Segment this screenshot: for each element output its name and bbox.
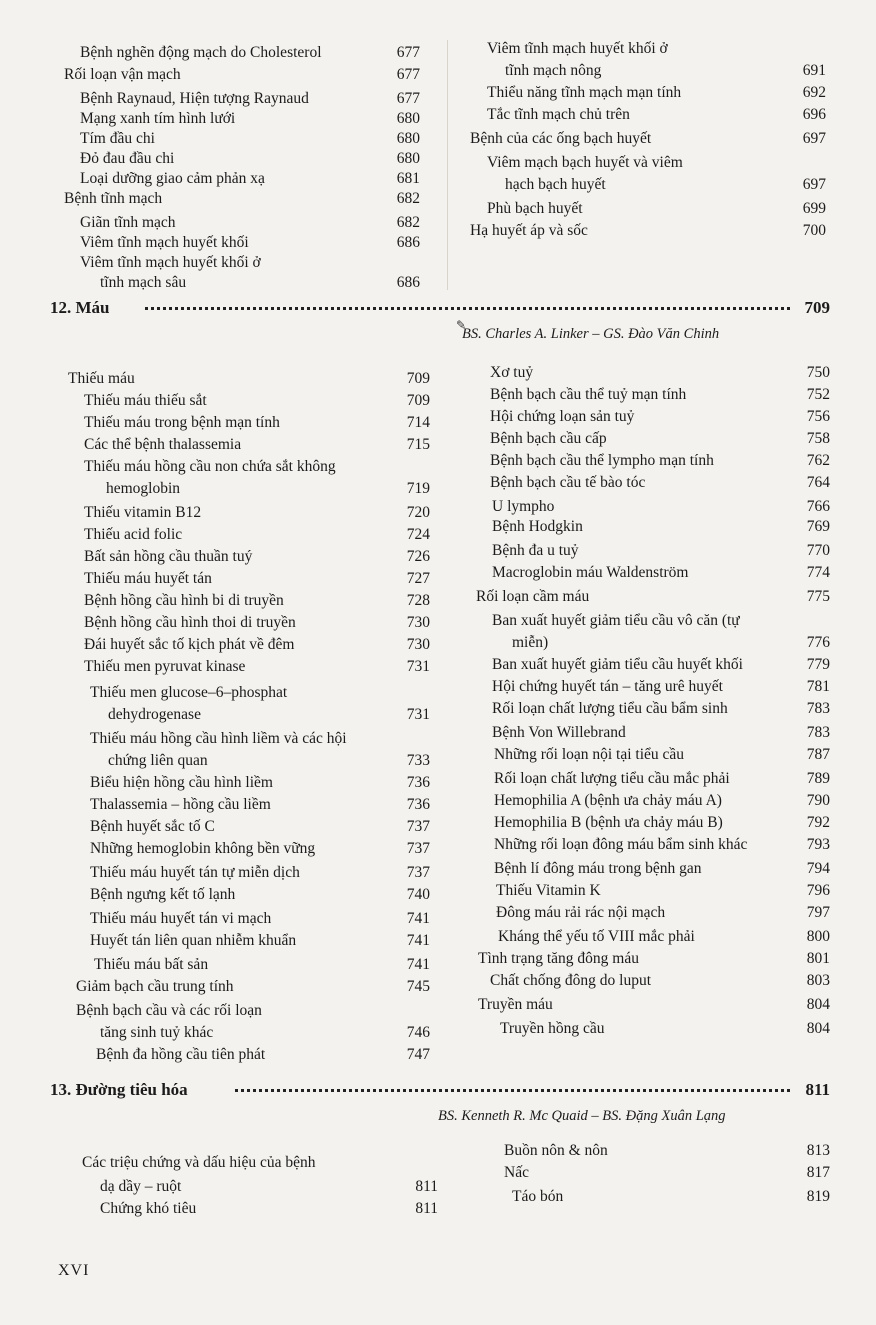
toc-entry-page: 740 — [406, 886, 430, 903]
toc-entry-title: hạch bạch huyết — [505, 176, 606, 193]
toc-entry-title: Thiếu máu thiếu sắt — [84, 392, 207, 409]
toc-entry-page: 699 — [802, 200, 826, 217]
toc-entry-page: 682 — [396, 214, 420, 231]
toc-entry-title: Rối loạn chất lượng tiểu cầu bẩm sinh — [492, 700, 728, 717]
toc-entry-page: 746 — [406, 1024, 430, 1041]
toc-entry-title: Tắc tĩnh mạch chủ trên — [487, 106, 630, 123]
toc-entry-page: 796 — [806, 882, 830, 899]
toc-entry-title: Thiếu Vitamin K — [496, 882, 601, 899]
toc-entry-page: 720 — [406, 504, 430, 521]
toc-entry-title: Thiếu máu — [68, 370, 135, 387]
toc-entry-title: Xơ tuỷ — [490, 364, 534, 381]
toc-entry-page: 762 — [806, 452, 830, 469]
toc-entry-page: 680 — [396, 150, 420, 167]
toc-entry-page: 737 — [406, 864, 430, 881]
chapter-13-heading — [50, 1080, 830, 1104]
toc-entry-page: 756 — [806, 408, 830, 425]
toc-entry-title: Huyết tán liên quan nhiễm khuẩn — [90, 932, 297, 949]
toc-entry-page: 764 — [806, 474, 830, 491]
toc-entry-title: dehydrogenase — [108, 706, 201, 723]
toc-entry-title: Ban xuất huyết giảm tiểu cầu huyết khối — [492, 656, 743, 673]
toc-entry-title: Giãn tĩnh mạch — [80, 214, 176, 231]
toc-entry-page: 692 — [802, 84, 826, 101]
toc-entry-title: chứng liên quan — [108, 752, 208, 769]
toc-entry-page: 770 — [806, 542, 830, 559]
toc-entry-page: 715 — [406, 436, 430, 453]
toc-entry-title: Hạ huyết áp và sốc — [470, 222, 588, 239]
toc-entry-title: Bệnh Von Willebrand — [492, 724, 626, 741]
toc-entry-title: Macroglobin máu Waldenström — [492, 564, 689, 581]
toc-entry-page: 680 — [396, 110, 420, 127]
toc-entry-page: 783 — [806, 724, 830, 741]
toc-entry-title: Hội chứng loạn sản tuỷ — [490, 408, 635, 425]
toc-entry-page: 709 — [406, 370, 430, 387]
toc-entry-page: 697 — [802, 176, 826, 193]
toc-entry-title: Kháng thể yếu tố VIII mắc phải — [498, 928, 695, 945]
toc-entry-page: 730 — [406, 614, 430, 631]
toc-entry-page: 737 — [406, 840, 430, 857]
toc-entry-page: 677 — [396, 44, 420, 61]
toc-entry-page: 736 — [406, 774, 430, 791]
page-number: XVI — [58, 1262, 90, 1279]
toc-entry-title: Đái huyết sắc tố kịch phát về đêm — [84, 636, 295, 653]
toc-entry-title: miễn) — [512, 634, 549, 651]
toc-entry-title: Đông máu rải rác nội mạch — [496, 904, 666, 921]
toc-entry-title: Bệnh tĩnh mạch — [64, 190, 163, 207]
toc-entry-title: Truyền hồng cầu — [500, 1020, 605, 1037]
toc-entry-title: Các thể bệnh thalassemia — [84, 436, 242, 453]
toc-entry-title: Thiểu năng tĩnh mạch mạn tính — [487, 84, 682, 101]
toc-entry-title: Bệnh của các ống bạch huyết — [470, 130, 652, 147]
toc-entry-page: 792 — [806, 814, 830, 831]
toc-entry-title: Bệnh bạch cầu và các rối loạn — [76, 1002, 262, 1019]
toc-entry-title: Bệnh đa u tuỷ — [492, 542, 579, 559]
toc-entry-title: Táo bón — [512, 1188, 564, 1205]
toc-entry-title: Thiếu máu huyết tán tự miễn dịch — [90, 864, 300, 881]
toc-entry-page: 736 — [406, 796, 430, 813]
toc-entry-page: 727 — [406, 570, 430, 587]
chapter-12-authors: BS. Charles A. Linker – GS. Đào Văn Chinh — [462, 326, 720, 342]
toc-entry-page: 697 — [802, 130, 826, 147]
toc-entry-page: 766 — [806, 498, 830, 515]
toc-entry-title: tĩnh mạch nông — [505, 62, 602, 79]
toc-entry-title: Thiếu máu trong bệnh mạn tính — [84, 414, 280, 431]
toc-entry-page: 787 — [806, 746, 830, 763]
toc-entry-title: Bất sản hồng cầu thuần tuý — [84, 548, 253, 565]
toc-entry-page: 776 — [806, 634, 830, 651]
toc-entry-title: Hội chứng huyết tán – tăng urê huyết — [492, 678, 723, 695]
toc-entry-title: Viêm tĩnh mạch huyết khối ở — [80, 254, 261, 271]
toc-entry-title: Thiếu máu hồng cầu hình liềm và các hội — [90, 730, 347, 747]
toc-entry-page: 737 — [406, 818, 430, 835]
toc-entry-title: Bệnh ngưng kết tố lạnh — [90, 886, 236, 903]
toc-entry-page: 804 — [806, 1020, 830, 1037]
toc-entry-title: Loại dưỡng giao cảm phản xạ — [80, 170, 265, 187]
toc-entry-page: 726 — [406, 548, 430, 565]
toc-entry-page: 781 — [806, 678, 830, 695]
chapter-page: 811 — [801, 1080, 830, 1100]
toc-entry-page: 728 — [406, 592, 430, 609]
toc-entry-title: Truyền máu — [478, 996, 553, 1013]
toc-entry-title: Những rối loạn nội tại tiểu cầu — [494, 746, 685, 763]
toc-entry-page: 774 — [806, 564, 830, 581]
toc-entry-title: Rối loạn chất lượng tiểu cầu mắc phải — [494, 770, 730, 787]
toc-entry-title: Thiếu men pyruvat kinase — [84, 658, 246, 675]
toc-entry-title: Các triệu chứng và dấu hiệu của bệnh — [82, 1154, 316, 1171]
toc-entry-page: 790 — [806, 792, 830, 809]
toc-entry-title: Thiếu máu bất sản — [94, 956, 209, 973]
toc-entry-page: 731 — [406, 658, 430, 675]
toc-entry-page: 769 — [806, 518, 830, 535]
toc-entry-page: 686 — [396, 234, 420, 251]
toc-entry-title: Thiếu vitamin B12 — [84, 504, 202, 521]
toc-entry-page: 789 — [806, 770, 830, 787]
toc-entry-title: Thiếu acid folic — [84, 526, 183, 543]
toc-entry-page: 794 — [806, 860, 830, 877]
toc-entry-title: Những rối loạn đông máu bẩm sinh khác — [494, 836, 748, 853]
toc-entry-page: 819 — [806, 1188, 830, 1205]
toc-entry-page: 811 — [415, 1200, 438, 1217]
toc-entry-page: 745 — [406, 978, 430, 995]
toc-entry-page: 681 — [396, 170, 420, 187]
toc-entry-title: dạ dầy – ruột — [100, 1178, 182, 1195]
leader-dots — [235, 1089, 790, 1092]
toc-entry-page: 801 — [806, 950, 830, 967]
toc-entry-page: 730 — [406, 636, 430, 653]
toc-entry-title: Giảm bạch cầu trung tính — [76, 978, 234, 995]
toc-entry-page: 752 — [806, 386, 830, 403]
chapter-12-heading — [50, 298, 830, 322]
toc-entry-title: Thiếu máu huyết tán — [84, 570, 212, 587]
toc-entry-title: Viêm tĩnh mạch huyết khối — [80, 234, 249, 251]
toc-entry-title: Mạng xanh tím hình lưới — [80, 110, 236, 127]
chapter-13-authors: BS. Kenneth R. Mc Quaid – BS. Đặng Xuân Lạng — [438, 1108, 726, 1124]
toc-entry-title: Bệnh bạch cầu thể tuỷ mạn tính — [490, 386, 687, 403]
toc-entry-page: 779 — [806, 656, 830, 673]
toc-entry-page: 800 — [806, 928, 830, 945]
toc-entry-title: Rối loạn vận mạch — [64, 66, 181, 83]
toc-entry-title: Bệnh bạch cầu tế bào tóc — [490, 474, 646, 491]
toc-entry-title: Bệnh lí đông máu trong bệnh gan — [494, 860, 702, 877]
toc-entry-title: Chất chống đông do luput — [490, 972, 652, 989]
toc-entry-title: Nấc — [504, 1164, 529, 1181]
toc-entry-page: 719 — [406, 480, 430, 497]
toc-entry-title: Hemophilia B (bệnh ưa chảy máu B) — [494, 814, 723, 831]
toc-entry-title: Viêm tĩnh mạch huyết khối ở — [487, 40, 668, 57]
toc-entry-title: Chứng khó tiêu — [100, 1200, 197, 1217]
toc-entry-page: 733 — [406, 752, 430, 769]
toc-entry-page: 804 — [806, 996, 830, 1013]
toc-entry-title: Rối loạn cầm máu — [476, 588, 590, 605]
toc-entry-title: Buồn nôn & nôn — [504, 1142, 608, 1159]
toc-entry-page: 700 — [802, 222, 826, 239]
toc-entry-page: 783 — [806, 700, 830, 717]
toc-entry-title: Biểu hiện hồng cầu hình liềm — [90, 774, 273, 791]
leader-dots — [145, 307, 790, 310]
toc-entry-title: hemoglobin — [106, 480, 181, 497]
chapter-page: 709 — [801, 298, 831, 318]
toc-entry-title: Hemophilia A (bệnh ưa chảy máu A) — [494, 792, 722, 809]
toc-entry-title: Tình trạng tăng đông máu — [478, 950, 639, 967]
column-divider — [447, 40, 448, 290]
toc-entry-title: Bệnh nghẽn động mạch do Cholesterol — [80, 44, 322, 61]
toc-entry-page: 709 — [406, 392, 430, 409]
toc-entry-page: 813 — [806, 1142, 830, 1159]
toc-entry-page: 750 — [806, 364, 830, 381]
toc-entry-page: 682 — [396, 190, 420, 207]
toc-entry-title: Bệnh huyết sắc tố C — [90, 818, 215, 835]
toc-entry-title: Bệnh Hodgkin — [492, 518, 583, 535]
toc-entry-page: 691 — [802, 62, 826, 79]
toc-entry-page: 696 — [802, 106, 826, 123]
chapter-title: 12. Máu — [50, 298, 114, 318]
toc-entry-page: 680 — [396, 130, 420, 147]
toc-entry-title: U lympho — [492, 498, 555, 515]
toc-entry-page: 724 — [406, 526, 430, 543]
toc-entry-page: 817 — [806, 1164, 830, 1181]
toc-entry-page: 797 — [806, 904, 830, 921]
ornament-icon: ✎ — [456, 318, 467, 332]
toc-entry-page: 811 — [415, 1178, 438, 1195]
toc-entry-title: Phù bạch huyết — [487, 200, 583, 217]
toc-entry-title: Bệnh bạch cầu cấp — [490, 430, 607, 447]
toc-entry-page: 747 — [406, 1046, 430, 1063]
toc-entry-title: Thalassemia – hồng cầu liềm — [90, 796, 271, 813]
toc-entry-page: 741 — [406, 910, 430, 927]
toc-entry-page: 677 — [396, 66, 420, 83]
toc-entry-page: 731 — [406, 706, 430, 723]
toc-entry-page: 741 — [406, 956, 430, 973]
toc-entry-page: 758 — [806, 430, 830, 447]
chapter-title: 13. Đường tiêu hóa — [50, 1080, 192, 1100]
toc-entry-title: tăng sinh tuỷ khác — [100, 1024, 214, 1041]
toc-entry-title: Tím đầu chi — [80, 130, 155, 147]
toc-entry-page: 686 — [396, 274, 420, 291]
toc-entry-title: Thiếu máu hồng cầu non chứa sắt không — [84, 458, 336, 475]
toc-entry-title: Viêm mạch bạch huyết và viêm — [487, 154, 683, 171]
toc-entry-title: tĩnh mạch sâu — [100, 274, 187, 291]
toc-entry-title: Bệnh Raynaud, Hiện tượng Raynaud — [80, 90, 309, 107]
toc-entry-page: 677 — [396, 90, 420, 107]
toc-entry-title: Bệnh bạch cầu thể lympho mạn tính — [490, 452, 714, 469]
toc-entry-page: 803 — [806, 972, 830, 989]
toc-entry-title: Thiếu men glucose–6–phosphat — [90, 684, 288, 701]
toc-entry-title: Bệnh hồng cầu hình thoi di truyền — [84, 614, 296, 631]
toc-entry-title: Những hemoglobin không bền vững — [90, 840, 316, 857]
toc-entry-title: Ban xuất huyết giảm tiểu cầu vô căn (tự — [492, 612, 740, 629]
toc-entry-title: Bệnh đa hồng cầu tiên phát — [96, 1046, 266, 1063]
toc-entry-page: 793 — [806, 836, 830, 853]
toc-entry-title: Bệnh hồng cầu hình bi di truyền — [84, 592, 284, 609]
toc-entry-page: 741 — [406, 932, 430, 949]
toc-entry-page: 714 — [406, 414, 430, 431]
toc-entry-title: Đỏ đau đầu chi — [80, 150, 175, 167]
toc-entry-title: Thiếu máu huyết tán vi mạch — [90, 910, 272, 927]
toc-entry-page: 775 — [806, 588, 830, 605]
